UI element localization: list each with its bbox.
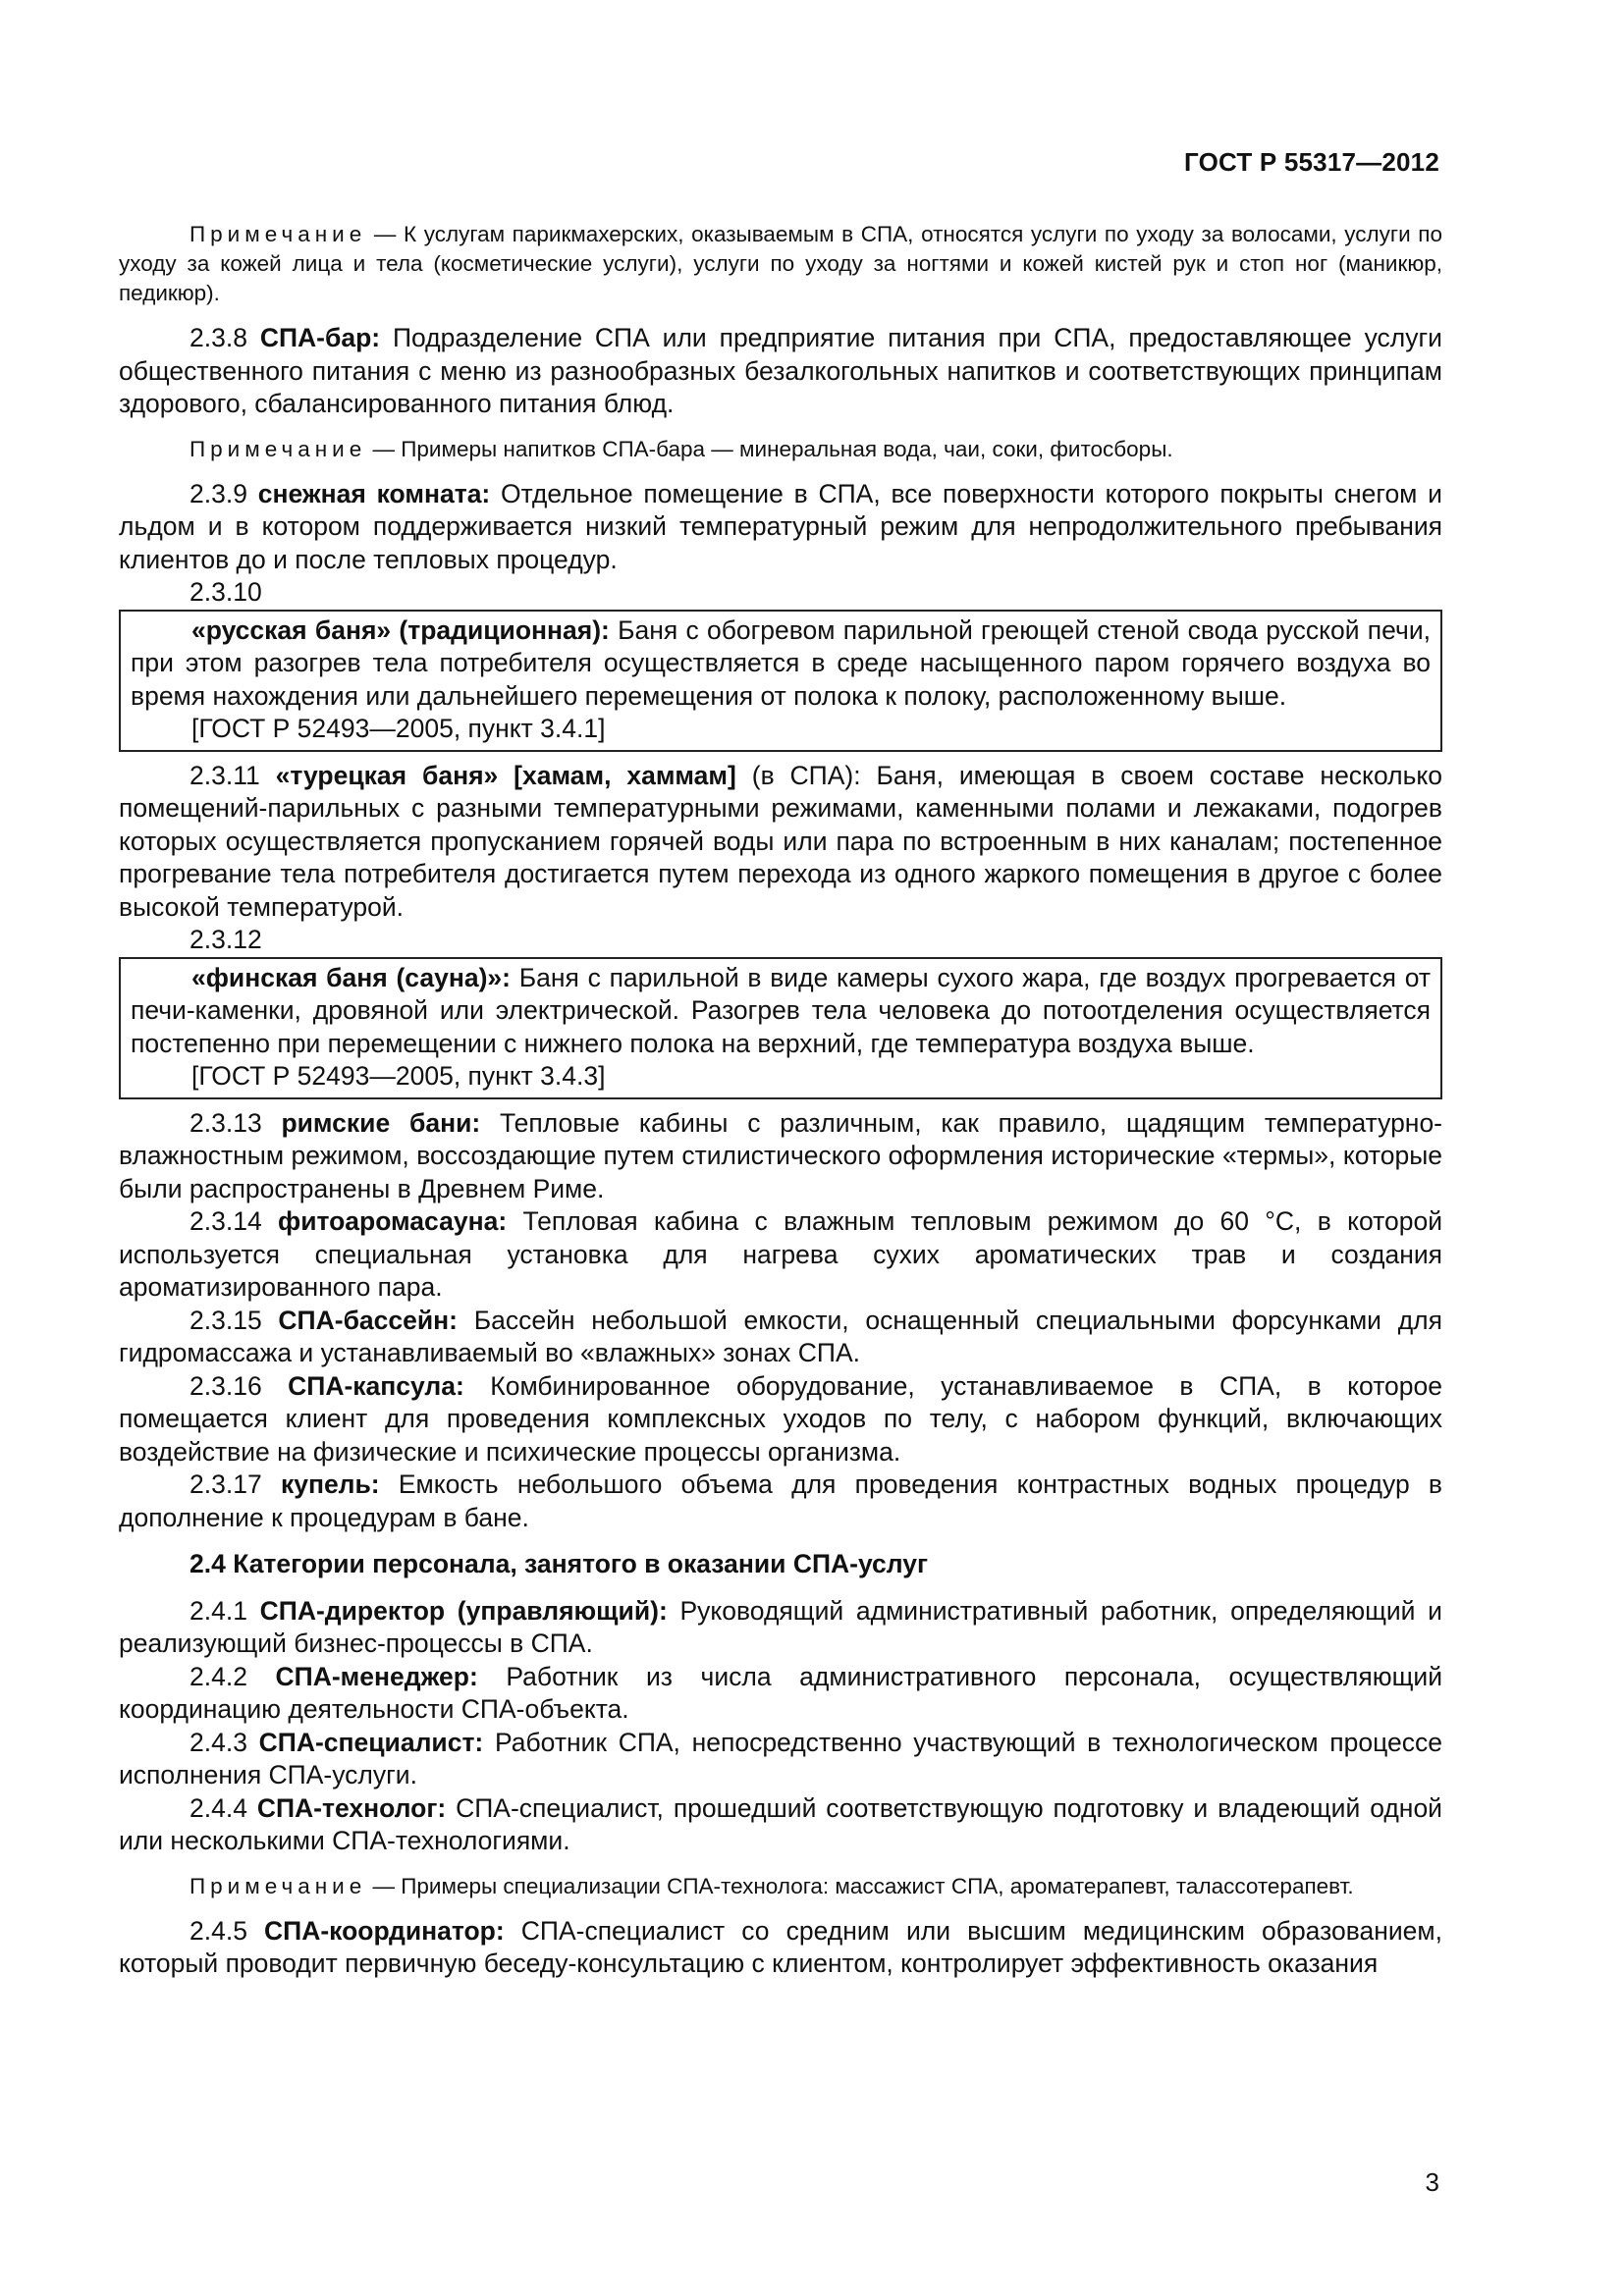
term-name: «финская баня (сауна)»: [191, 962, 511, 992]
page-content [119, 220, 1442, 1981]
term-name: снежная комната: [257, 478, 491, 508]
term-definition: Работник СПА, непосредственно участвующий в технологическом процессе исполнения СПА-услуги. [119, 1727, 1442, 1789]
term-definition: Подразделение СПА или предприятие питания при СПА, предоставляющее услуги общественного питания с меню из разнообразных безалкогольных напитков и соответствующих принципам здорового, сбалансированного питания блюд. [119, 323, 1442, 418]
term-number: 2.4.1 [189, 1595, 260, 1626]
term-name: купель: [280, 1469, 380, 1499]
term-2-4-1 [119, 1595, 1442, 1661]
term-name: СПА-специалист: [258, 1727, 484, 1757]
term-2-4-5 [119, 1915, 1442, 1981]
term-name: СПА-координатор: [264, 1915, 505, 1946]
term-name: «турецкая баня» [хамам, хаммам] [275, 760, 736, 790]
note-paragraph [119, 220, 1442, 308]
note-paragraph [119, 1872, 1442, 1901]
term-number-2-3-12: 2.3.12 [189, 925, 262, 954]
term-definition: СПА-специалист, прошедший соответствующую подготовку и владеющий одной или несколькими СПА-технологиями. [119, 1792, 1442, 1855]
term-2-4-4 [119, 1792, 1442, 1858]
term-2-3-8 [119, 322, 1442, 421]
note-label: Примечание [189, 222, 367, 246]
term-number: 2.4.4 [189, 1792, 257, 1823]
term-number-2-3-10: 2.3.10 [189, 577, 262, 607]
note-text: — Примеры специализации СПА-технолога: массажист СПА, ароматерапевт, талассотерапевт. [366, 1873, 1354, 1898]
term-2-3-13 [119, 1107, 1442, 1206]
term-definition: Тепловая кабина с влажным тепловым режимом до 60 °С, в которой используется специальная установка для нагрева сухих ароматических трав и создания ароматизированного пара. [119, 1206, 1442, 1302]
page-number: 3 [1425, 2167, 1439, 2197]
term-number: 2.4.3 [189, 1727, 259, 1757]
term-2-3-17 [119, 1468, 1442, 1534]
term-name: СПА-капсула: [288, 1370, 464, 1401]
term-number: 2.3.11 [189, 760, 276, 790]
term-number: 2.4.2 [189, 1661, 276, 1691]
note-label: Примечание [189, 1873, 367, 1898]
term-definition: Баня с парильной в виде камеры сухого жара, где воздух прогревается от печи-каменки, дровяной или электрической. Разогрев тела человека до потоотделения осуществляется постепенно при перемещении с нижнего полока на верхний, где температура воздуха выше. [131, 962, 1431, 1058]
term-name: СПА-технолог: [256, 1792, 447, 1823]
term-name: СПА-менеджер: [275, 1661, 478, 1691]
term-definition: Комбинированное оборудование, устанавливаемое в СПА, в которое помещается клиент для проведения комплексных уходов по телу, с набором функций, включающих воздействие на физические и психические процессы организма. [119, 1370, 1442, 1467]
term-name: СПА-директор (управляющий): [259, 1595, 668, 1626]
term-number: 2.3.14 [189, 1206, 278, 1236]
term-2-3-9 [119, 478, 1442, 577]
note-paragraph [119, 435, 1442, 464]
term-number: 2.4.5 [189, 1915, 265, 1946]
term-2-4-2 [119, 1661, 1442, 1727]
section-heading-2-4: 2.4 Категории персонала, занятого в оказании СПА-услуг [189, 1549, 929, 1578]
term-2-3-12 [131, 962, 1431, 1061]
note-text: — Примеры напитков СПА-бара — минеральная вода, чаи, соки, фитосборы. [366, 436, 1173, 461]
boxed-definition-2-3-12 [119, 957, 1442, 1099]
note-label: Примечание [189, 436, 367, 461]
term-definition: Работник из числа административного персонала, осуществляющий координацию деятельности СПА-объекта. [119, 1661, 1442, 1724]
source-reference: [ГОСТ Р 52493—2005, пункт 3.4.3] [191, 1061, 606, 1091]
term-2-3-15 [119, 1305, 1442, 1370]
term-definition: Тепловые кабины с различным, как правило, щадящим температурно-влажностным режимом, воссоздающие путем стилистического оформления исторические «термы», которые были распространены в Древнем Риме. [119, 1107, 1443, 1203]
term-number: 2.3.16 [189, 1370, 289, 1401]
term-name: римские бани: [281, 1107, 481, 1138]
term-definition: СПА-специалист со средним или высшим медицинским образованием, который проводит первичную беседу-консультацию с клиентом, контролирует эффективность оказания [119, 1915, 1442, 1978]
term-number: 2.3.8 [189, 323, 260, 352]
term-name: СПА-бар: [259, 323, 381, 352]
term-definition: Бассейн небольшой емкости, оснащенный специальными форсунками для гидромассажа и устанавливаемый во «влажных» зонах СПА. [119, 1305, 1442, 1367]
term-name: фитоаромасауна: [278, 1206, 508, 1236]
source-reference: [ГОСТ Р 52493—2005, пункт 3.4.1] [191, 714, 606, 743]
note-text: — К услугам парикмахерских, оказываемым в СПА, относятся услуги по уходу за волосами, услуги по уходу за кожей лица и тела (косметические услуги), услуги по уходу за ногтями и кожей кистей рук и стоп ног (маникюр, педикюр). [119, 222, 1442, 305]
term-definition: Отдельное помещение в СПА, все поверхности которого покрыты снегом и льдом и в котором поддерживается низкий температурный режим для непродолжительного пребывания клиентов до и после тепловых процедур. [119, 478, 1442, 574]
term-2-3-14 [119, 1205, 1442, 1305]
boxed-definition-2-3-10 [119, 610, 1442, 752]
term-name: СПА-бассейн: [278, 1305, 459, 1335]
term-name: «русская баня» (традиционная): [191, 614, 610, 645]
document-header-id: ГОСТ Р 55317—2012 [1184, 147, 1439, 177]
term-number: 2.3.15 [189, 1305, 279, 1335]
term-2-4-3 [119, 1727, 1442, 1792]
term-definition: Емкость небольшого объема для проведения контрастных водных процедур в дополнение к процедурам в бане. [119, 1469, 1443, 1532]
term-number: 2.3.17 [189, 1469, 281, 1499]
term-2-3-10 [131, 614, 1431, 714]
term-number: 2.3.13 [189, 1107, 282, 1138]
term-definition: (в СПА): Баня, имеющая в своем составе несколько помещений-парильных с разными температурными режимами, каменными полами и лежаками, подогрев которых осуществляется пропусканием горячей воды или пара по встроенным в них каналам; постепенное прогревание тела потребителя достигается путем перехода из одного жаркого помещения в другое с более высокой температурой. [119, 760, 1443, 922]
term-2-3-11 [119, 760, 1442, 925]
term-2-3-16 [119, 1370, 1442, 1469]
term-definition: Баня с обогревом парильной греющей стеной свода русской печи, при этом разогрев тела потребителя осуществляется в среде насыщенного паром горячего воздуха во время нахождения или дальнейшего перемещения от полока к полоку, расположенному выше. [131, 614, 1431, 711]
term-number: 2.3.9 [189, 478, 258, 508]
term-definition: Руководящий административный работник, определяющий и реализующий бизнес-процессы в СПА. [119, 1595, 1442, 1658]
